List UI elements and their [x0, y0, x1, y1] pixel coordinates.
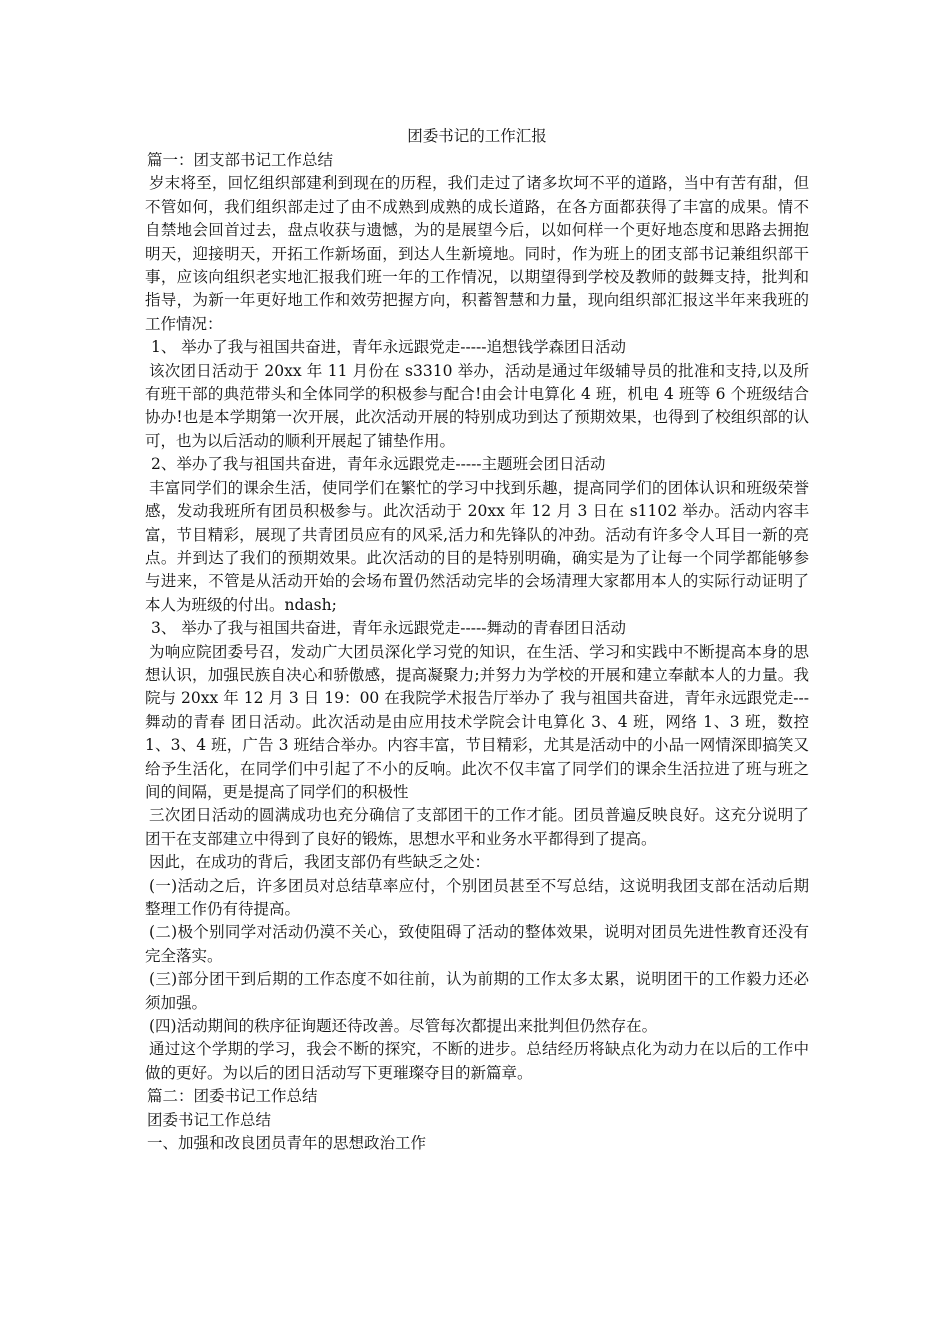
section-heading: 一、加强和改良团员青年的思想政治工作	[147, 1134, 427, 1153]
body-paragraph: (一)活动之后，许多团员对总结草率应付，个别团员甚至不写总结，这说明我团支部在活动后期整理工作仍有待提高。	[145, 876, 809, 918]
body-paragraph: (三)部分团干到后期的工作态度不如往前，认为前期的工作太多太累，说明团干的工作毅力还必须加强。	[145, 970, 809, 1012]
body-paragraph: 丰富同学们的课余生活，使同学们在繁忙的学习中找到乐趣，提高同学们的团体认识和班级荣誉感，发动我班所有团员积极参与。此次活动于 20xx 年 12 月 3 日在 s1102 举办。活动内容丰富，节目精彩，展现了共青团员应有的风采,活力和先锋队的冲劲。活动有许多令人耳目一新的亮点。并到达了我们的预期效果。此次活动的目的是特别明确，确实是为了让每一个同学都能够参与进来，不管是从活动开始的会场布置仍然活动完毕的会场清理大家都用本人的实际行动证明了本人为班级的付出。ndash;	[145, 478, 809, 614]
body-paragraph: 该次团日活动于 20xx 年 11 月份在 s3310 举办，活动是通过年级辅导员的批准和支持,以及所有班干部的典范带头和全体同学的积极参与配合!由会计电算化 4 班，机电 4 班等 6 个班级结合协办!也是本学期第一次开展，此次活动开展的特别成功到达了预期效果，也得到了校组织部的认可，也为以后活动的顺利开展起了铺垫作用。	[145, 361, 809, 450]
activity-heading: 2、举办了我与祖国共奋进，青年永远跟党走-----主题班会团日活动	[151, 455, 606, 474]
document-title: 团委书记的工作汇报	[407, 127, 547, 145]
body-paragraph: (四)活动期间的秩序征询题还待改善。尽管每次都提出来批判但仍然存在。	[149, 1017, 658, 1036]
document-page	[145, 123, 809, 1155]
body-paragraph: 通过这个学期的学习，我会不断的探究，不断的进步。总结经历将缺点化为动力在以后的工作中做的更好。为以后的团日活动写下更璀璨夺目的新篇章。	[145, 1040, 809, 1082]
section-heading: 团委书记工作总结	[147, 1110, 272, 1129]
document-body	[145, 149, 809, 1155]
body-paragraph: (二)极个别同学对活动仍漠不关心，致使阻碍了活动的整体效果，说明对团员先进性教育还没有完全落实。	[145, 923, 809, 965]
section-heading: 篇一：团支部书记工作总结	[147, 151, 334, 169]
body-paragraph: 为响应院团委号召，发动广大团员深化学习党的知识，在生活、学习和实践中不断提高本身的思想认识，加强民族自决心和骄傲感，提高凝聚力;并努力为学校的开展和建立奉献本人的力量。我院与 20xx 年 12 月 3 日 19：00 在我院学术报告厅举办了 我与祖国共奋进，青年永远跟党走---舞动的青春 团日活动。此次活动是由应用技术学院会计电算化 3、4 班，网络 1、3 班，数控 1、3、4 班，广告 3 班结合举办。内容丰富，节目精彩，尤其是活动中的小品一网情深即搞笑又给予生活化，在同学们中引起了不小的反响。此次不仅丰富了同学们的课余生活拉进了班与班之间的间隔，更是提高了同学们的积极性	[145, 642, 809, 801]
body-paragraph: 三次团日活动的圆满成功也充分确信了支部团干的工作才能。团员普遍反映良好。这充分说明了团干在支部建立中得到了良好的锻炼，思想水平和业务水平都得到了提高。	[145, 806, 809, 848]
body-paragraph: 因此，在成功的背后，我团支部仍有些缺乏之处：	[149, 853, 491, 872]
activity-heading: 1、 举办了我与祖国共奋进，青年永远跟党走-----追想钱学森团日活动	[151, 338, 626, 357]
body-paragraph: 岁末将至，回忆组织部建利到现在的历程，我们走过了诸多坎坷不平的道路，当中有苦有甜，但不管如何，我们组织部走过了由不成熟到成熟的成长道路，在各方面都获得了丰富的成果。情不自禁地会回首过去，盘点收获与遗憾，为的是展望今后，以如何样一个更好地态度和思路去拥抱明天，迎接明天，开拓工作新场面，到达人生新境地。同时，作为班上的团支部书记兼组织部干事，应该向组织老实地汇报我们班一年的工作情况，以期望得到学校及教师的鼓舞支持，批判和指导，为新一年更好地工作和效劳把握方向，积蓄智慧和力量，现向组织部汇报这半年来我班的工作情况：	[145, 174, 809, 333]
activity-heading: 3、 举办了我与祖国共奋进，青年永远跟党走-----舞动的青春团日活动	[151, 619, 626, 638]
section-heading: 篇二：团委书记工作总结	[147, 1087, 318, 1106]
